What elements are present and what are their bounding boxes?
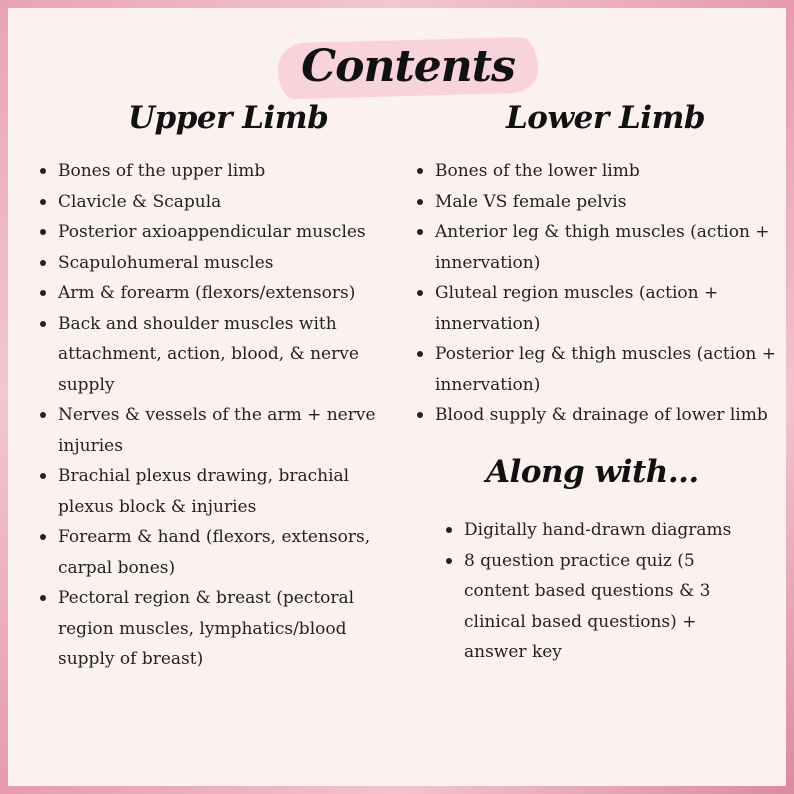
- list-item: Pectoral region & breast (pectoral region muscles, lymphatics/blood supply of breast): [34, 583, 394, 675]
- list-item: Anterior leg & thigh muscles (action + innervation): [411, 217, 781, 278]
- list-item: Bones of the lower limb: [411, 156, 781, 187]
- list-item: Clavicle & Scapula: [34, 187, 394, 218]
- upper-limb-list: [34, 156, 394, 675]
- along-with-heading: Along with...: [486, 454, 699, 490]
- list-item: Brachial plexus drawing, brachial plexus block & injuries: [34, 461, 394, 522]
- list-item: Arm & forearm (flexors/extensors): [34, 278, 394, 309]
- list-item: Scapulohumeral muscles: [34, 248, 394, 279]
- list-item: 8 question practice quiz (5 content based questions & 3 clinical based questions) + answer key: [440, 546, 740, 668]
- list-item: Male VS female pelvis: [411, 187, 781, 218]
- list-item: Posterior leg & thigh muscles (action + innervation): [411, 339, 781, 400]
- list-item: Gluteal region muscles (action + innervation): [411, 278, 781, 339]
- upper-limb-heading: Upper Limb: [128, 100, 329, 136]
- lower-limb-heading: Lower Limb: [506, 100, 706, 136]
- list-item: Bones of the upper limb: [34, 156, 394, 187]
- content-card: [8, 8, 786, 786]
- list-item: Forearm & hand (flexors, extensors, carpal bones): [34, 522, 394, 583]
- list-item: Digitally hand-drawn diagrams: [440, 515, 740, 546]
- list-item: Posterior axioappendicular muscles: [34, 217, 394, 248]
- lower-limb-list: [411, 156, 781, 431]
- list-item: Back and shoulder muscles with attachment, action, blood, & nerve supply: [34, 309, 394, 401]
- list-item: Nerves & vessels of the arm + nerve injuries: [34, 400, 394, 461]
- title-block: [278, 34, 538, 100]
- page-title: Contents: [301, 41, 515, 92]
- along-with-list: [440, 515, 740, 668]
- list-item: Blood supply & drainage of lower limb: [411, 400, 781, 431]
